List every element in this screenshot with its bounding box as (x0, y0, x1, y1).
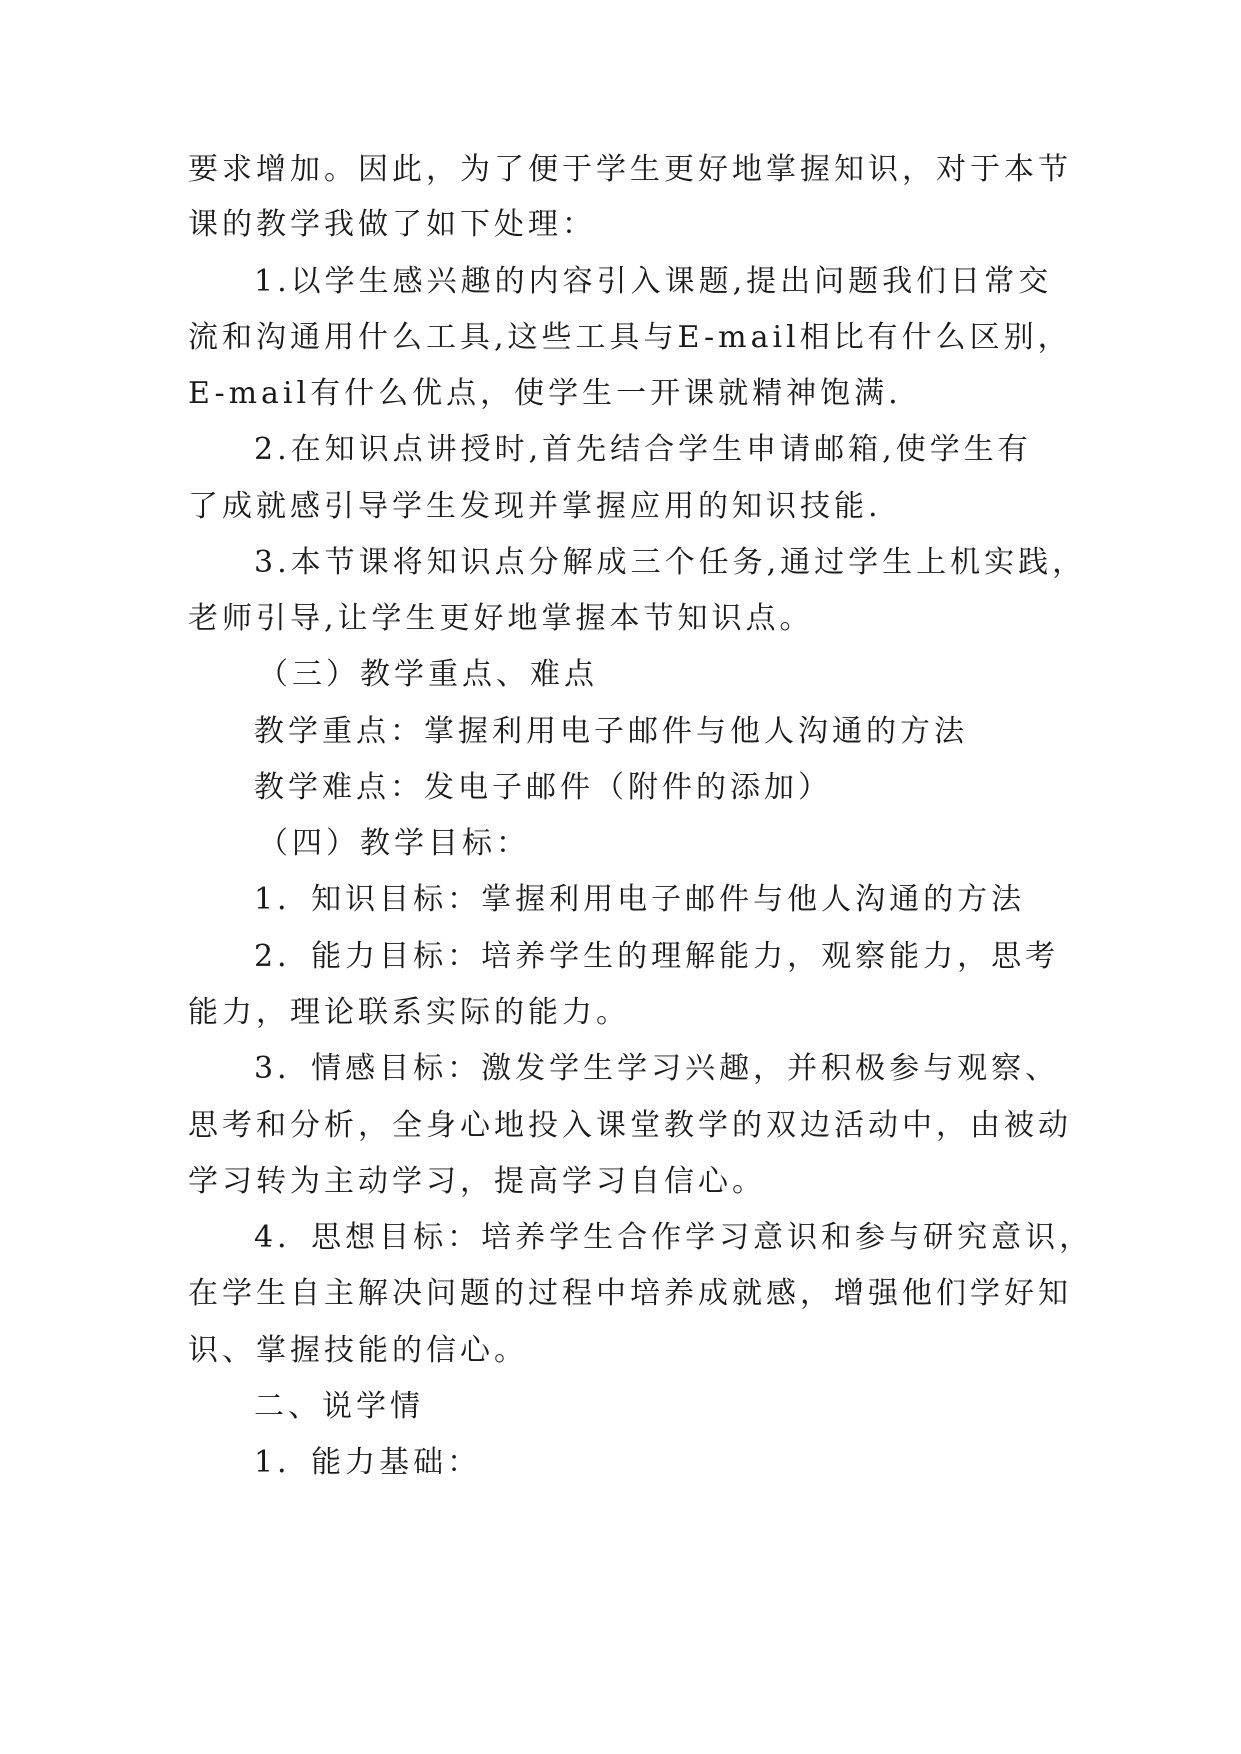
paragraph-line: 老师引导,让学生更好地掌握本节知识点。 (188, 601, 814, 636)
paragraph-line: 教学重点：掌握利用电子邮件与他人沟通的方法 (254, 714, 968, 749)
section-heading: 二、说学情 (254, 1389, 424, 1424)
paragraph-line: 学习转为主动学习，提高学习自信心。 (188, 1164, 766, 1199)
list-item: 2．能力目标：培养学生的理解能力，观察能力，思考 (254, 939, 1060, 974)
paragraph-line: 1.以学生感兴趣的内容引入课题,提出问题我们日常交 (254, 264, 1053, 299)
list-item: 4．思想目标：培养学生合作学习意识和参与研究意识， (254, 1220, 1094, 1255)
paragraph-line: 流和沟通用什么工具,这些工具与E-mail相比有什么区别， (188, 320, 1072, 355)
list-item: 1．知识目标：掌握利用电子邮件与他人沟通的方法 (254, 882, 1026, 917)
section-heading: （四）教学目标： (258, 826, 530, 861)
paragraph-line: 了成就感引导学生发现并掌握应用的知识技能. (188, 489, 882, 524)
paragraph-line: 识、掌握技能的信心。 (188, 1333, 528, 1368)
paragraph-line: 课的教学我做了如下处理： (188, 207, 596, 242)
paragraph-line: 2.在知识点讲授时,首先结合学生申请邮箱,使学生有 (254, 432, 1032, 467)
paragraph-line: E-mail有什么优点，使学生一开课就精神饱满. (188, 376, 902, 411)
section-heading: （三）教学重点、难点 (258, 657, 598, 692)
list-item: 1．能力基础： (254, 1445, 482, 1480)
paragraph-line: 思考和分析，全身心地投入课堂教学的双边活动中，由被动 (188, 1108, 1072, 1143)
list-item: 3．情感目标：激发学生学习兴趣，并积极参与观察、 (254, 1051, 1060, 1086)
paragraph-line: 教学难点：发电子邮件（附件的添加） (254, 770, 832, 805)
paragraph-line: 在学生自主解决问题的过程中培养成就感，增强他们学好知 (188, 1276, 1072, 1311)
paragraph-line: 3.本节课将知识点分解成三个任务,通过学生上机实践， (254, 545, 1087, 580)
paragraph-line: 要求增加。因此，为了便于学生更好地掌握知识，对于本节 (188, 152, 1072, 187)
paragraph-line: 能力，理论联系实际的能力。 (188, 995, 630, 1030)
